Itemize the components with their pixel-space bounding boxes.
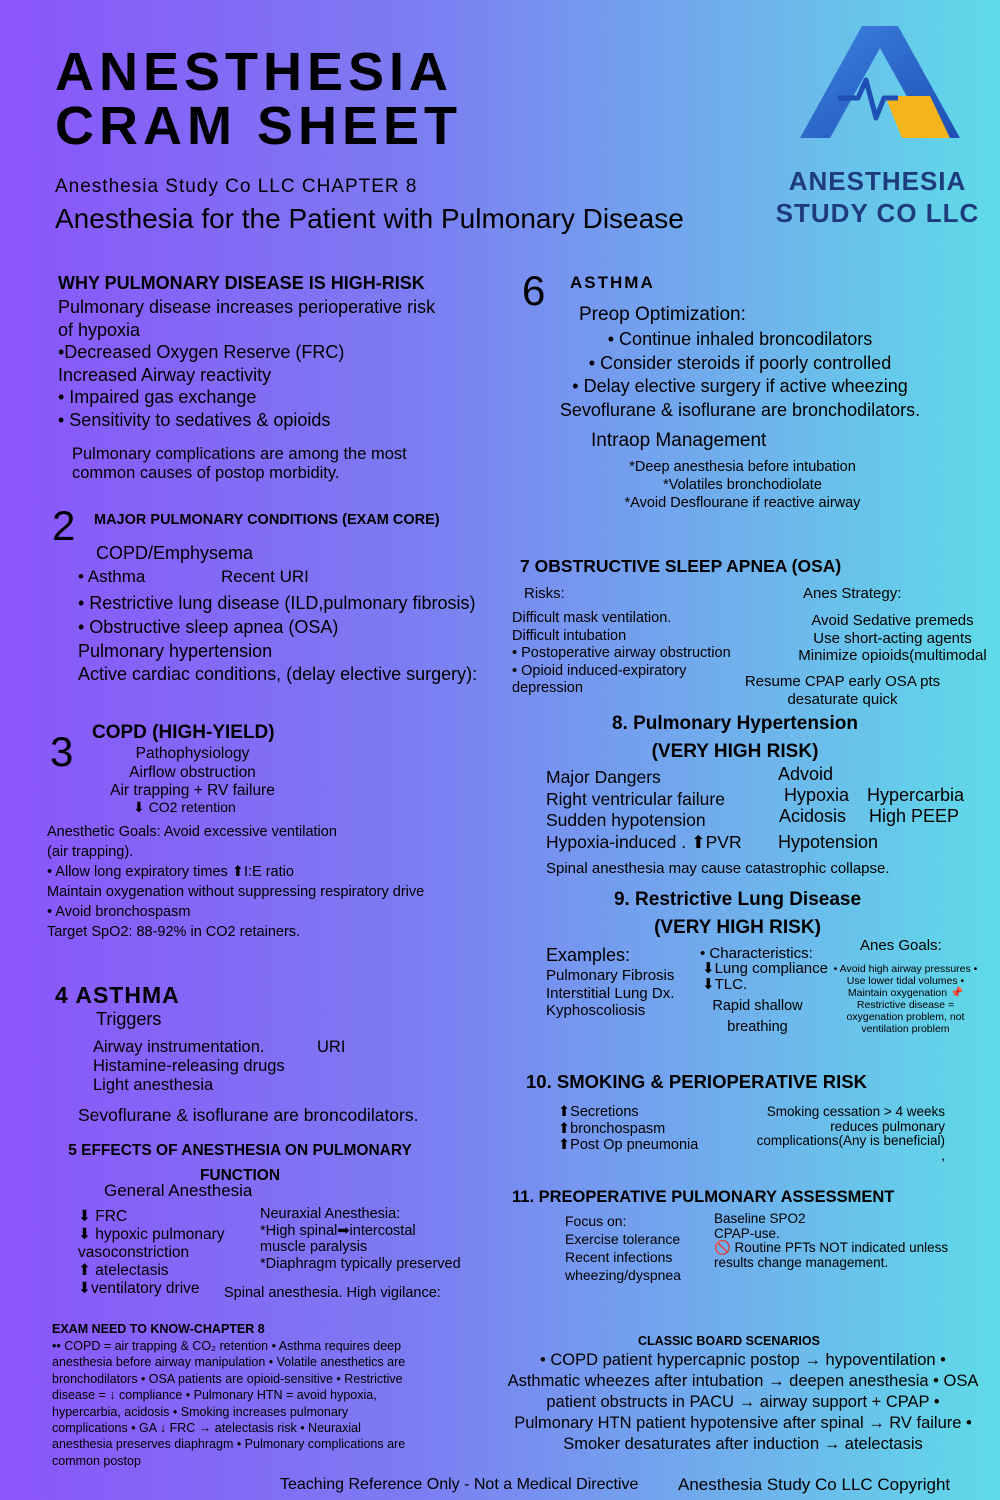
s2-line-6: Active cardiac conditions, (delay elective surgery):	[78, 664, 478, 684]
logo-wordmark	[770, 165, 985, 229]
s9-goals-title: Anes Goals:	[860, 937, 942, 954]
s2-line-2b: Recent URI	[221, 567, 309, 586]
s7-strategy-body: Avoid Sedative premeds Use short-acting agents Minimize opioids(multimodal	[798, 612, 987, 664]
footer-disclaimer: Teaching Reference Only - Not a Medical Directive	[280, 1476, 639, 1493]
s6-number: 6	[522, 267, 546, 314]
s9-characteristics-note: Rapid shallow breathing	[712, 998, 803, 1035]
s9-heading: 9. Restrictive Lung Disease (VERY HIGH RISK)	[613, 889, 862, 938]
s7-risks-body: Difficult mask ventilation. Difficult intubation • Postoperative airway obstruction • Opioid induced-expiratory depression	[512, 610, 731, 696]
s9-goals-body: • Avoid high airway pressures • Use lower tidal volumes • Maintain oxygenation 📌 Restrictive disease = oxygenation problem, not ventilation problem	[833, 963, 978, 1035]
s3-body: Anesthetic Goals: Avoid excessive ventilation (air trapping). • Allow long expiratory times ⬆I:E ratio Maintain oxygenation without suppressing respiratory drive • Avoid bronchospasm Target SpO2: 88-92% in CO2 retainers.	[47, 824, 425, 940]
s2-line-5: Pulmonary hypertension	[78, 641, 273, 661]
s2-heading: MAJOR PULMONARY CONDITIONS (EXAM CORE)	[94, 512, 440, 528]
s4-line-3: Light anesthesia	[93, 1076, 214, 1094]
s2-number: 2	[52, 502, 76, 549]
s9-examples-title: Examples:	[546, 945, 631, 965]
s11-baseline: Baseline SPO2 CPAP-use. 🚫 Routine PFTs NOT indicated unless results change management.	[714, 1211, 949, 1270]
s4-line-1b: URI	[317, 1038, 346, 1056]
s2-line-1: COPD/Emphysema	[96, 543, 254, 563]
s9-examples-body: Pulmonary Fibrosis Interstitial Lung Dx. Kyphoscoliosis	[546, 967, 675, 1019]
s7-strategy-note: Resume CPAP early OSA pts desaturate quick	[744, 673, 941, 708]
s8-dangers: Major Dangers Right ventricular failure Sudden hypotension Hypoxia-induced . ⬆PVR	[546, 767, 742, 852]
s8-heading: 8. Pulmonary Hypertension (VERY HIGH RISK)	[611, 713, 858, 762]
s10-risks: ⬆Secretions ⬆bronchospasm ⬆Post Op pneumonia	[558, 1104, 699, 1153]
s4-heading: 4 ASTHMA	[55, 982, 180, 1008]
s4-triggers-title: Triggers	[96, 1009, 162, 1029]
title-line-1: ANESTHESIA	[55, 42, 454, 102]
chapter-title: Anesthesia for the Patient with Pulmonary Disease	[55, 203, 684, 234]
logo-line-1: ANESTHESIA	[788, 166, 967, 196]
s3-co2-retention: ⬇ CO2 retention	[133, 799, 236, 815]
s1-body: Pulmonary disease increases perioperative risk of hypoxia •Decreased Oxygen Reserve (FRC) Increased Airway reactivity • Impaired gas exchange • Sensitivity to sedatives & opioids	[58, 297, 436, 430]
exam-body: •• COPD = air trapping & CO₂ retention • Asthma requires deep anesthesia before airway manipulation • Volatile anesthetics are bronchodilators • OSA patients are opioid-sensitive • Restrictive disease = ↓ compliance • Pulmonary HTN = avoid hypoxia, hypercarbia, acidosis • Smoking increases pulmonary complications • GA ↓ FRC → atelectasis risk • Neuraxial anesthesia preserves diaphragm • Pulmonary complications are common postop	[52, 1339, 406, 1468]
title-line-2: CRAM SHEET	[55, 96, 463, 156]
s5-neuraxial-body: Neuraxial Anesthesia: *High spinal➡intercostal muscle paralysis *Diaphragm typically preserved	[260, 1206, 461, 1272]
s8-avoid-acidosis: Acidosis	[779, 806, 847, 826]
s1-heading: WHY PULMONARY DISEASE IS HIGH-RISK	[58, 273, 425, 293]
s7-heading: 7 OBSTRUCTIVE SLEEP APNEA (OSA)	[520, 556, 842, 576]
s4-line-1a: Airway instrumentation.	[93, 1038, 265, 1056]
page-title	[55, 42, 463, 156]
s2-line-3: • Restrictive lung disease (ILD,pulmonary fibrosis)	[78, 593, 476, 613]
s5-ga-body: ⬇ FRC ⬇ hypoxic pulmonary vasoconstriction ⬆ atelectasis ⬇ventilatory drive	[78, 1208, 225, 1297]
exam-heading: EXAM NEED TO KNOW-CHAPTER 8	[52, 1322, 265, 1336]
s2-line-2a: • Asthma	[78, 567, 146, 586]
s4-line-2: Histamine-releasing drugs	[93, 1057, 285, 1075]
s6-intraop-title: Intraop Management	[591, 430, 767, 451]
s6-preop-title: Preop Optimization:	[579, 304, 746, 325]
s4-note: Sevoflurane & isoflurane are broncodilators.	[78, 1105, 419, 1125]
scenarios-heading: CLASSIC BOARD SCENARIOS	[638, 1334, 820, 1348]
s7-risks-title: Risks:	[524, 585, 565, 602]
s7-strategy-title: Anes Strategy:	[803, 585, 902, 602]
s5-ga-title: General Anesthesia	[104, 1181, 253, 1200]
s3-pathophysiology: Pathophysiology Airflow obstruction Air trapping + RV failure	[110, 745, 275, 799]
s1-note: Pulmonary complications are among the most common causes of postop morbidity.	[72, 445, 407, 482]
s8-note: Spinal anesthesia may cause catastrophic collapse.	[546, 860, 890, 877]
s11-heading: 11. PREOPERATIVE PULMONARY ASSESSMENT	[512, 1188, 895, 1206]
s11-focus: Focus on: Exercise tolerance Recent infections wheezing/dyspnea	[565, 1213, 681, 1283]
s10-heading: 10. SMOKING & PERIOPERATIVE RISK	[526, 1071, 867, 1092]
footer-copyright: Anesthesia Study Co LLC Copyright	[678, 1475, 951, 1494]
s9-characteristics-title: • Characteristics:	[700, 945, 813, 962]
s9-characteristics-body: ⬇Lung compliance ⬇TLC.	[702, 960, 828, 993]
s8-avoid-hypotension: Hypotension	[778, 832, 879, 852]
s6-intraop-body: *Deep anesthesia before intubation *Volatiles bronchodiolate *Avoid Desflourane if reactive airway	[624, 459, 861, 511]
s5-spinal-note: Spinal anesthesia. High vigilance:	[224, 1285, 441, 1301]
s3-heading: COPD (HIGH-YIELD)	[92, 722, 275, 743]
s8-avoid-high-peep: High PEEP	[869, 806, 960, 826]
s5-heading: 5 EFFECTS OF ANESTHESIA ON PULMONARY FUNCTION	[68, 1142, 412, 1184]
s6-heading: ASTHMA	[570, 273, 655, 292]
logo-line-2: STUDY CO LLC	[775, 198, 980, 228]
company-chapter-line: Anesthesia Study Co LLC CHAPTER 8	[55, 176, 418, 197]
s6-preop-body: • Continue inhaled broncodilators • Consider steroids if poorly controlled • Delay elective surgery if active wheezing Sevoflurane & isoflurane are bronchodilators.	[559, 329, 921, 420]
s8-avoid-title: Advoid	[778, 764, 834, 784]
s10-cessation: Smoking cessation > 4 weeks reduces pulmonary complications(Any is beneficial) ,	[756, 1104, 945, 1163]
s8-avoid-hypercarbia: Hypercarbia	[867, 785, 965, 805]
s3-number: 3	[50, 728, 74, 775]
s2-line-4: • Obstructive sleep apnea (OSA)	[78, 617, 339, 637]
s8-avoid-hypoxia: Hypoxia	[784, 785, 850, 805]
scenarios-body: • COPD patient hypercapnic postop → hypoventilation • Asthmatic wheezes after intubation → deepen anesthesia • OSA patient obstructs in PACU → airway support + CPAP • Pulmonary HTN patient hypotensive after spinal → RV failure • Smoker desaturates after induction → atelectasis	[507, 1351, 979, 1453]
